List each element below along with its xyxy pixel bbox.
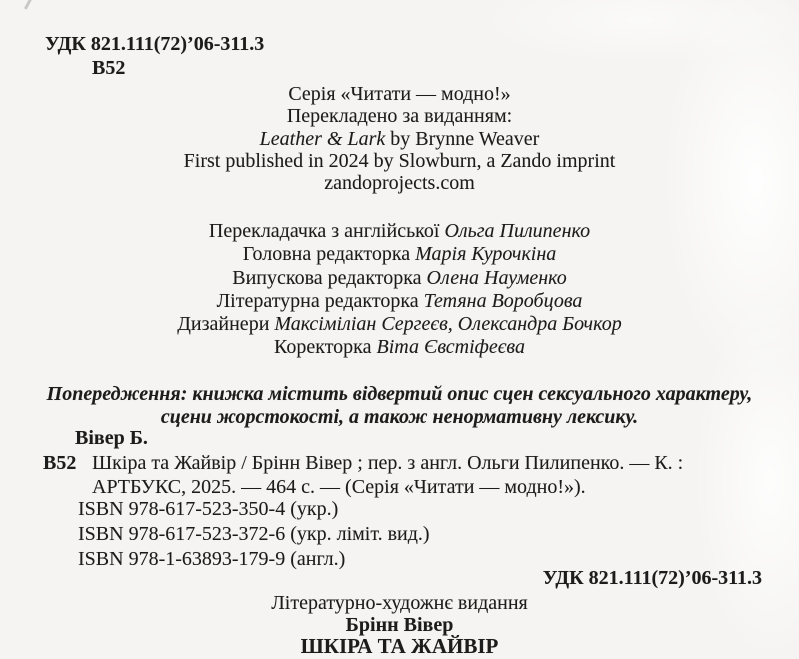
credit-row-managing-editor	[0, 267, 799, 290]
credit-name: Марія Курочкіна	[415, 243, 557, 266]
catalog-entry-text	[92, 452, 763, 499]
credit-name: Віта Євстіфеєва	[376, 336, 525, 359]
publisher-website: zandoprojects.com	[324, 172, 475, 195]
author-sign-code: В52	[92, 57, 126, 79]
credit-role: Перекладачка з англійської	[208, 220, 445, 242]
credit-row-translator	[0, 220, 799, 243]
isbn-line-ukr: ISBN 978-617-523-350-4 (укр.)	[78, 498, 339, 520]
edition-type-label: Літературно-художнє видання	[271, 592, 528, 614]
content-warning-line1: Попередження: книжка містить відвертий опис сцен сексуального характеру,	[46, 383, 753, 405]
book-title: ШКІРА ТА ЖАЙВІР	[300, 634, 499, 658]
translation-source-note: Перекладено за виданням:	[286, 105, 513, 128]
catalog-entry-line1: Шкіра та Жайвір / Брінн Вівер ; пер. з англ. Ольги Пилипенко. — К. :	[92, 452, 684, 474]
credit-role: Дизайнери	[177, 313, 275, 336]
credit-name: Максіміліан Сергеєв, Олександра Бочкор	[274, 313, 622, 336]
credit-name: Ольга Пилипенко	[444, 220, 591, 242]
first-published-line: First published in 2024 by Slowburn, a Zando imprint	[183, 149, 616, 172]
scan-artifact	[24, 0, 33, 10]
credit-role: Літературна редакторка	[216, 289, 424, 312]
edition-info-block	[0, 83, 799, 194]
udc-code-top: УДК 821.111(72)’06-311.3	[45, 33, 265, 55]
catalog-entry-line2: АРТБУКС, 2025. — 464 с. — (Серія «Читати — модно!»).	[92, 475, 586, 498]
credit-row-proofreader	[0, 336, 799, 359]
isbn-line-ukr-limited: ISBN 978-617-523-372-6 (укр. ліміт. вид.)	[78, 523, 430, 546]
original-title-line	[0, 128, 799, 150]
credit-row-literary-editor	[0, 290, 799, 313]
author-catalog-name: Вівер Б.	[75, 427, 148, 449]
credit-role: Коректорка	[274, 336, 377, 359]
original-author: by Brynne Weaver	[385, 127, 540, 150]
catalog-entry	[43, 452, 763, 499]
content-warning	[0, 383, 799, 429]
credits-block	[0, 220, 799, 360]
book-author: Брінн Вівер	[345, 614, 454, 636]
credit-role: Випускова редакторка	[232, 266, 427, 289]
catalog-entry-code: В52	[43, 452, 77, 474]
udc-code-bottom: УДК 821.111(72)’06-311.3	[542, 567, 762, 589]
credit-name: Олена Науменко	[426, 266, 567, 289]
credit-name: Тетяна Воробцова	[423, 289, 583, 312]
original-title: Leather & Lark	[259, 127, 386, 150]
content-warning-line2: сцени жорстокості, а також ненормативну лексику.	[160, 406, 639, 428]
credit-role: Головна редакторка	[242, 243, 416, 266]
credit-row-designers	[0, 313, 799, 336]
classification-codes	[45, 32, 264, 80]
isbn-line-eng: ISBN 978-1-63893-179-9 (англ.)	[78, 548, 346, 571]
series-name: Серія «Читати — модно!»	[288, 83, 511, 105]
isbn-block	[78, 497, 430, 573]
credit-row-chief-editor	[0, 243, 799, 266]
